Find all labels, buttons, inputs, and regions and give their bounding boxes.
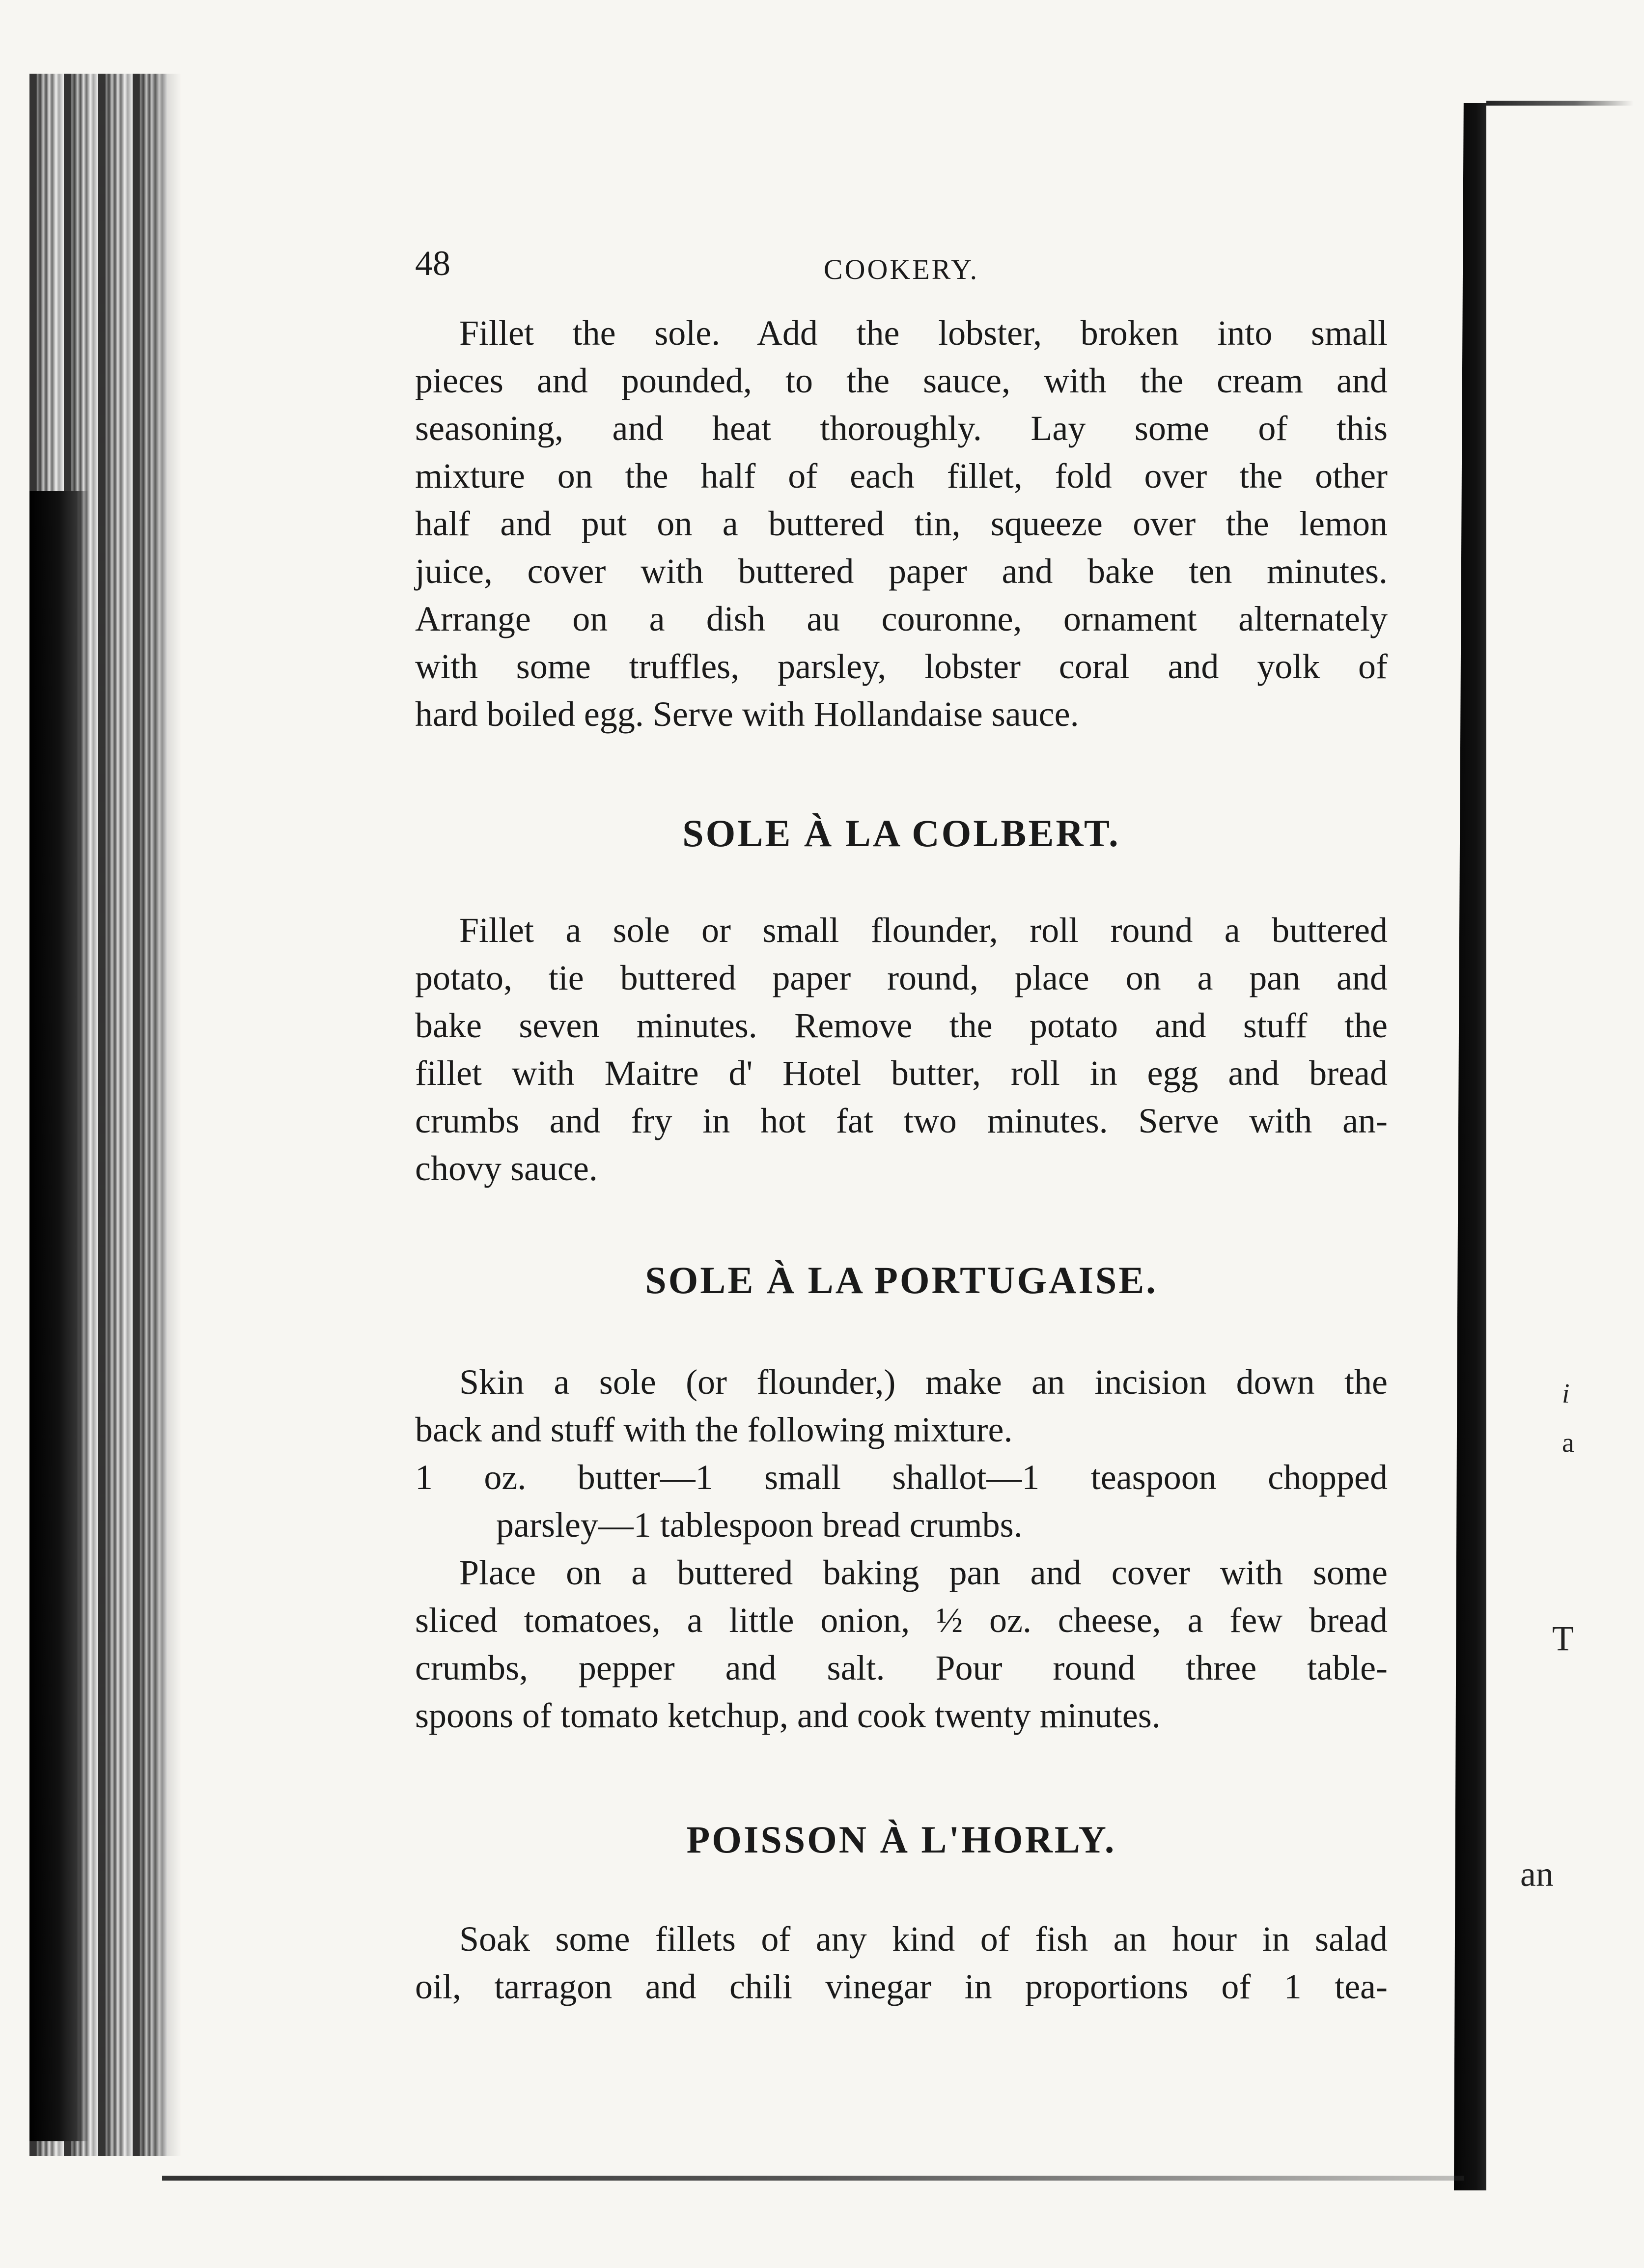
text-line: Arrange on a dish au couronne, ornament alternately (415, 599, 1388, 638)
text-line: Place on a buttered baking pan and cover with some (459, 1553, 1388, 1592)
left-binding-dark-edge (29, 491, 88, 2141)
text-line: Soak some fillets of any kind of fish an hour in salad (459, 1919, 1388, 1959)
text-line: sliced tomatoes, a little onion, ½ oz. cheese, a few bread (415, 1601, 1388, 1640)
running-title: COOKERY. (823, 253, 979, 285)
section-heading-sole-colbert: SOLE À LA COLBERT. (682, 812, 1120, 855)
text-line: half and put on a buttered tin, squeeze over the lemon (415, 504, 1388, 543)
text-line: crumbs and fry in hot fat two minutes. Serve with an- (415, 1101, 1388, 1140)
text-line: seasoning, and heat thoroughly. Lay some of this (415, 409, 1388, 448)
text-line: chovy sauce. (415, 1149, 598, 1188)
text-line: juice, cover with buttered paper and bake ten minutes. (415, 552, 1388, 591)
right-page-edge (1454, 103, 1486, 2190)
margin-fragment: T (1552, 1619, 1574, 1658)
text-line: mixture on the half of each fillet, fold over the other (415, 456, 1388, 496)
sole-portugaise-paragraph (415, 1358, 1388, 1740)
right-page-top-edge (1486, 101, 1634, 106)
text-line: bake seven minutes. Remove the potato and stuff the (415, 1006, 1388, 1045)
bottom-page-edge (162, 2176, 1464, 2181)
text-line: fillet with Maitre d' Hotel butter, roll in egg and bread (415, 1053, 1388, 1093)
text-line: Fillet the sole. Add the lobster, broken into small (459, 313, 1388, 353)
text-line: oil, tarragon and chili vinegar in proportions of 1 tea- (415, 1967, 1388, 2006)
page-number: 48 (415, 244, 450, 283)
ingredient-line: parsley—1 tablespoon bread crumbs. (496, 1505, 1023, 1545)
text-line: back and stuff with the following mixture. (415, 1410, 1013, 1449)
text-line: pieces and pounded, to the sauce, with the cream and (415, 361, 1388, 400)
section-heading-sole-portugaise: SOLE À LA PORTUGAISE. (645, 1259, 1158, 1301)
page-text-block (415, 231, 1388, 2011)
margin-fragment: a (1562, 1428, 1574, 1458)
text-line: hard boiled egg. Serve with Hollandaise sauce. (415, 694, 1079, 734)
text-line: crumbs, pepper and salt. Pour round three table- (415, 1648, 1388, 1687)
text-line: Skin a sole (or flounder,) make an incision down the (459, 1362, 1388, 1402)
text-line: potato, tie buttered paper round, place on a pan and (415, 958, 1388, 997)
sole-colbert-paragraph (415, 907, 1388, 1192)
margin-fragment: an (1520, 1854, 1554, 1894)
poisson-horly-paragraph (415, 1915, 1388, 2011)
running-head (415, 231, 1388, 300)
text-line: spoons of tomato ketchup, and cook twenty minutes. (415, 1696, 1161, 1735)
margin-fragment: i (1562, 1379, 1570, 1409)
section-heading-poisson-horly: POISSON À L'HORLY. (686, 1818, 1116, 1861)
text-line: with some truffles, parsley, lobster coral and yolk of (415, 647, 1388, 686)
intro-paragraph (415, 309, 1388, 738)
text-line: Fillet a sole or small flounder, roll round a buttered (459, 911, 1388, 950)
ingredient-line: 1 oz. butter—1 small shallot—1 teaspoon chopped (415, 1458, 1388, 1497)
